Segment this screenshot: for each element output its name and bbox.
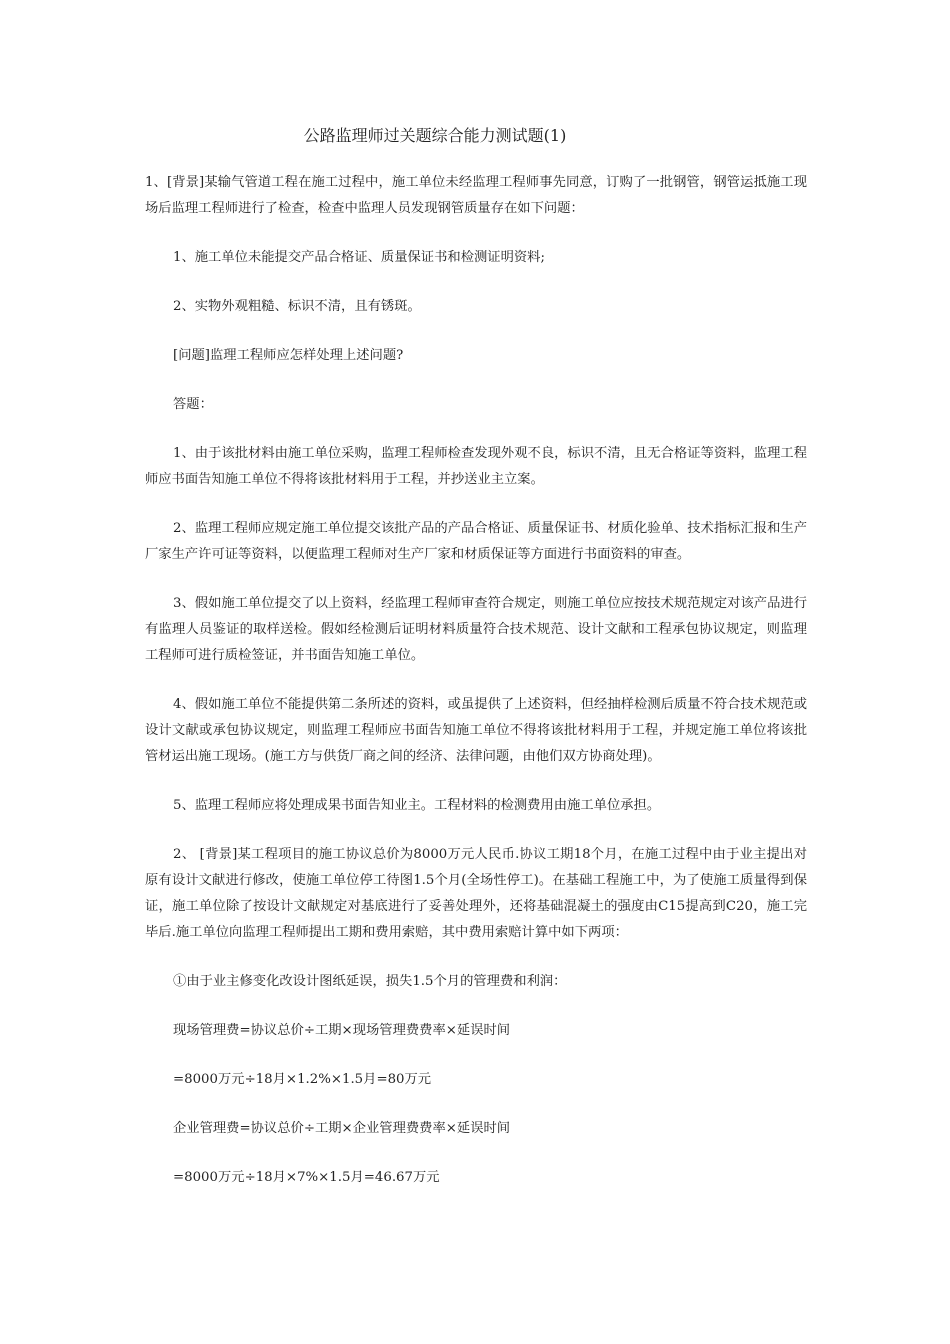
claim-item-1: ①由于业主修变化改设计图纸延误，损失1.5个月的管理费和利润：: [173, 974, 567, 989]
question-prompt: [问题]监理工程师应怎样处理上述问题?: [173, 348, 404, 363]
question-2-background: 2、 [背景]某工程项目的施工协议总价为8000万元人民币.协议工期18个月，在施工过程中由于业主提出对原有设计文献进行修改，使施工单位停工待图1.5个月(全场性停工)。在基础工程施工中，为了使施工质量得到保证，施工单位除了按设计文献规定对基底进行了妥善处理外，还将基础混凝土的强度由C15提高到C20，施工完毕后.施工单位向监理工程师提出工期和费用索赔，其中费用索赔计算中如下两项：: [145, 847, 807, 940]
document-body: [145, 170, 807, 1191]
site-management-formula: 现场管理费=协议总价÷工期×现场管理费费率×延误时间: [173, 1023, 511, 1038]
document-title: 公路监理师过关题综合能力测试题(1): [303, 126, 567, 145]
answer-heading: 答题：: [173, 397, 213, 412]
answer-item-2: 2、监理工程师应规定施工单位提交该批产品的产品合格证、质量保证书、材质化验单、技术指标汇报和生产厂家生产许可证等资料，以便监理工程师对生产厂家和材质保证等方面进行书面资料的审查。: [145, 521, 807, 562]
enterprise-management-result: =8000万元÷18月×7%×1.5月=46.67万元: [173, 1170, 440, 1185]
problem-item-2: 2、实物外观粗糙、标识不清，且有锈斑。: [173, 299, 421, 314]
answer-item-5: 5、监理工程师应将处理成果书面告知业主。工程材料的检测费用由施工单位承担。: [173, 798, 661, 813]
enterprise-management-formula: 企业管理费=协议总价÷工期×企业管理费费率×延误时间: [173, 1121, 511, 1136]
question-1-background: 1、[背景]某输气管道工程在施工过程中，施工单位未经监理工程师事先同意，订购了一批钢管，钢管运抵施工现场后监理工程师进行了检查，检查中监理人员发现钢管质量存在如下问题：: [145, 175, 807, 216]
answer-item-3: 3、假如施工单位提交了以上资料，经监理工程师审查符合规定，则施工单位应按技术规范规定对该产品进行有监理人员鉴证的取样送检。假如经检测后证明材料质量符合技术规范、设计文献和工程承包协议规定，则监理工程师可进行质检签证，并书面告知施工单位。: [145, 596, 807, 663]
answer-item-4: 4、假如施工单位不能提供第二条所述的资料，或虽提供了上述资料，但经抽样检测后质量不符合技术规范或设计文献或承包协议规定，则监理工程师应书面告知施工单位不得将该批材料用于工程，并规定施工单位将该批管材运出施工现场。(施工方与供货厂商之间的经济、法律问题，由他们双方协商处理)。: [145, 697, 807, 764]
answer-item-1: 1、由于该批材料由施工单位采购，监理工程师检查发现外观不良，标识不清，且无合格证等资料，监理工程师应书面告知施工单位不得将该批材料用于工程，并抄送业主立案。: [145, 446, 807, 487]
site-management-result: =8000万元÷18月×1.2%×1.5月=80万元: [173, 1072, 432, 1087]
problem-item-1: 1、施工单位未能提交产品合格证、质量保证书和检测证明资料;: [173, 250, 545, 265]
